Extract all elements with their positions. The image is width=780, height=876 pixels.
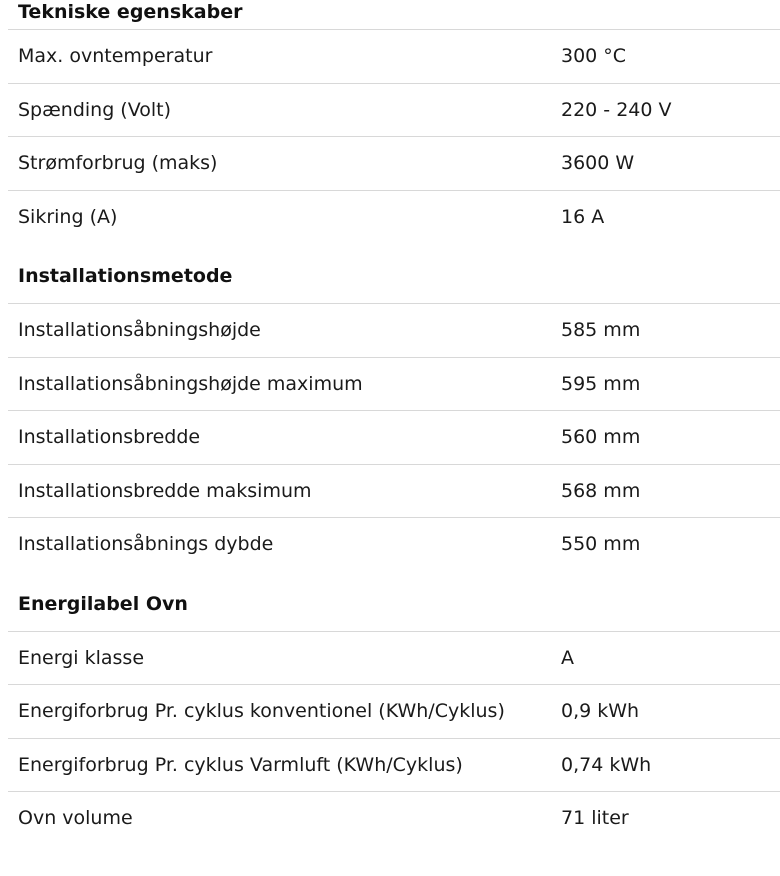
spec-value: 16 A bbox=[561, 205, 605, 228]
section-title: Energilabel Ovn bbox=[18, 592, 188, 615]
spec-row bbox=[8, 190, 780, 244]
spec-label: Energi klasse bbox=[18, 646, 145, 669]
spec-value: 560 mm bbox=[561, 426, 641, 449]
spec-value: 550 mm bbox=[561, 533, 641, 556]
spec-value: 585 mm bbox=[561, 319, 641, 342]
section-title: Installationsmetode bbox=[18, 265, 233, 287]
spec-table bbox=[8, 303, 780, 571]
spec-label: Ovn volume bbox=[18, 807, 133, 830]
spec-label: Strømforbrug (maks) bbox=[18, 152, 218, 175]
spec-row bbox=[8, 136, 780, 190]
spec-row bbox=[8, 791, 780, 845]
spec-row bbox=[8, 29, 780, 83]
spec-row bbox=[8, 410, 780, 464]
spec-table bbox=[8, 29, 780, 243]
spec-value: A bbox=[561, 646, 574, 669]
spec-label: Sikring (A) bbox=[18, 205, 118, 228]
spec-label: Installationsåbningshøjde bbox=[18, 319, 261, 342]
spec-label: Installationsåbnings dybde bbox=[18, 533, 274, 556]
spec-label: Max. ovntemperatur bbox=[18, 45, 213, 68]
spec-label: Energiforbrug Pr. cyklus Varmluft (KWh/Cyklus) bbox=[18, 753, 463, 776]
spec-value: 0,9 kWh bbox=[561, 700, 640, 723]
spec-label: Energiforbrug Pr. cyklus konventionel (KWh/Cyklus) bbox=[18, 700, 505, 723]
section-title: Tekniske egenskaber bbox=[18, 1, 243, 23]
spec-label: Installationsbredde bbox=[18, 426, 201, 449]
spec-value: 568 mm bbox=[561, 479, 641, 502]
section-energy-label bbox=[8, 571, 780, 845]
section-technical bbox=[8, 0, 780, 243]
spec-label: Installationsbredde maksimum bbox=[18, 479, 312, 502]
spec-value: 71 liter bbox=[561, 807, 629, 830]
spec-table bbox=[8, 631, 780, 845]
spec-value: 0,74 kWh bbox=[561, 753, 652, 776]
spec-label: Spænding (Volt) bbox=[18, 98, 172, 121]
spec-value: 3600 W bbox=[561, 152, 635, 175]
spec-value: 300 °C bbox=[561, 45, 627, 68]
spec-row bbox=[8, 631, 780, 685]
spec-row bbox=[8, 738, 780, 792]
section-installation bbox=[8, 243, 780, 571]
spec-label: Installationsåbningshøjde maximum bbox=[18, 372, 363, 395]
spec-row bbox=[8, 303, 780, 357]
spec-row bbox=[8, 517, 780, 571]
spec-row bbox=[8, 357, 780, 411]
spec-value: 220 - 240 V bbox=[561, 98, 672, 121]
spec-row bbox=[8, 684, 780, 738]
spec-row bbox=[8, 464, 780, 518]
spec-value: 595 mm bbox=[561, 372, 641, 395]
spec-row bbox=[8, 83, 780, 137]
